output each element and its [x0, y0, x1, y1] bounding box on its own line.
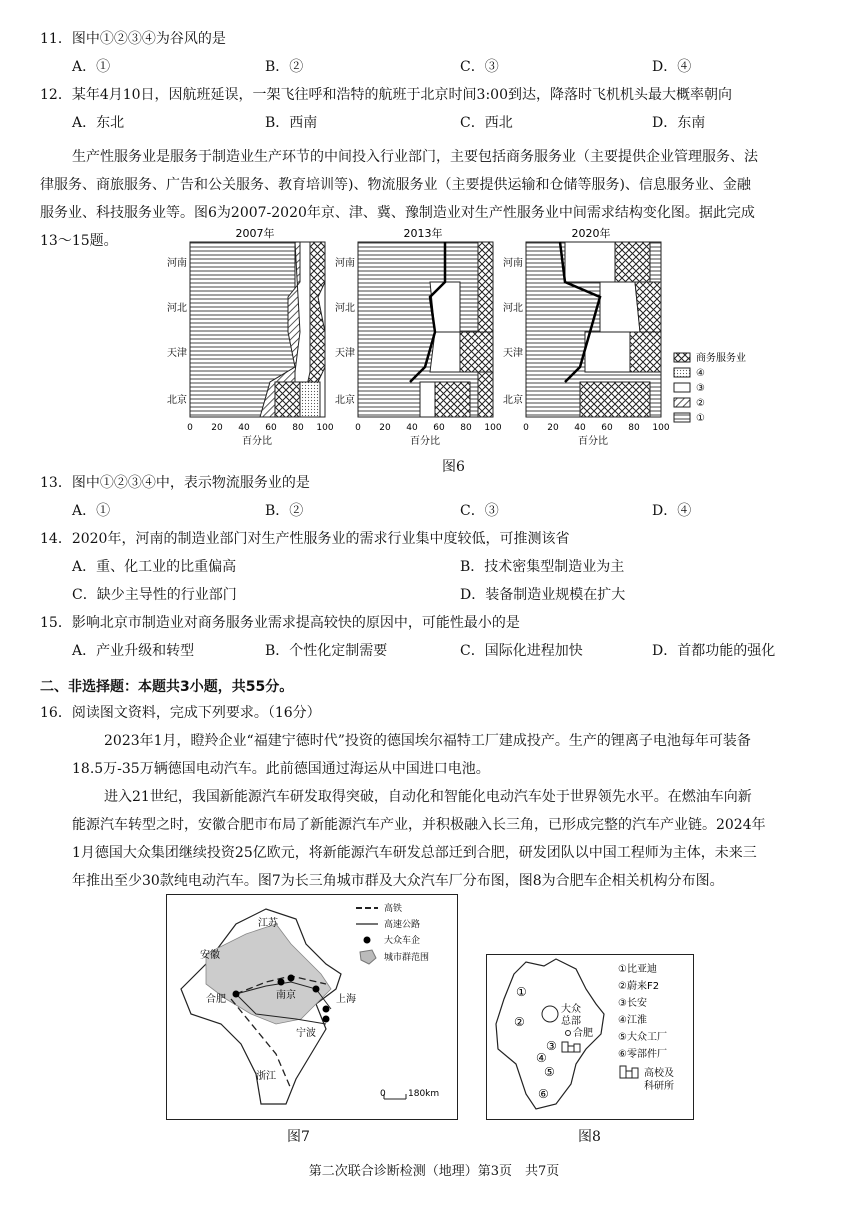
region-label: 天津 — [167, 348, 187, 359]
q14-option-b: B．技术密集型制造业为主 — [460, 559, 625, 575]
q12-option-a: A．东北 — [72, 115, 125, 131]
q11-stem: 11．图中①②③④为谷风的是 — [40, 31, 226, 47]
q14-option-c: C．缺少主导性的行业部门 — [72, 587, 237, 603]
panel-title-2013: 2013年 — [403, 227, 443, 240]
legend-label: ② — [696, 398, 705, 409]
figure-6-chart — [160, 222, 800, 452]
marker-6: ⑥ — [538, 1087, 549, 1101]
panel-title-2007: 2007年 — [235, 227, 275, 240]
q12-option-b: B．西南 — [265, 115, 318, 131]
q15-option-c: C．国际化进程加快 — [460, 643, 583, 659]
passage1-line2: 律服务、商旅服务、广告和公关服务、教育培训等)、物流服务业（主要提供运输和仓储等服务)、信息服务业、金融 — [40, 177, 751, 193]
scale-distance: 180km — [408, 1089, 440, 1099]
legend-label: ① — [696, 413, 705, 424]
marker-5: ⑤ — [544, 1065, 555, 1079]
tick-label: 0 — [523, 423, 529, 433]
legend-label: 高铁 — [384, 904, 403, 914]
map-label-jiangsu: 江苏 — [258, 918, 278, 929]
map-label-zhejiang: 浙江 — [256, 1071, 276, 1082]
legend-label: 商务服务业 — [696, 353, 746, 364]
map-label-hefei: 合肥 — [206, 994, 226, 1005]
region-label: 河南 — [167, 258, 187, 269]
region-label: 河北 — [503, 303, 523, 314]
tick-label: 0 — [187, 423, 193, 433]
legend-label: 大众车企 — [384, 936, 421, 946]
q16-p2-line4: 年推出至少30款纯电动汽车。图7为长三角城市群及大众汽车厂分布图，图8为合肥车企相关机构分布图。 — [72, 873, 724, 889]
figure-8-caption: 图8 — [578, 1129, 601, 1145]
tick-label: 80 — [292, 423, 304, 433]
x-axis-label: 百分比 — [242, 436, 272, 447]
figure-8-map — [486, 954, 694, 1120]
q16-stem: 16．阅读图文资料，完成下列要求。（16分） — [40, 705, 321, 721]
page-footer: 第二次联合诊断检测（地理）第3页 共7页 — [308, 1164, 560, 1179]
q14-stem: 14．2020年，河南的制造业部门对生产性服务业的需求行业集中度较低，可推测该省 — [40, 531, 570, 547]
region-label: 河北 — [167, 303, 187, 314]
region-label: 天津 — [335, 348, 355, 359]
q16-p1-line2: 18.5万-35万辆德国电动汽车。此前德国通过海运从中国进口电池。 — [72, 761, 490, 777]
q15-option-a: A．产业升级和转型 — [72, 643, 195, 659]
vw-hq-label-1: 大众 — [561, 1004, 581, 1015]
legend-label: ④江淮 — [618, 1015, 647, 1026]
hefei-label: 合肥 — [573, 1028, 593, 1039]
region-label: 北京 — [167, 395, 187, 406]
q13-option-c: C．③ — [460, 503, 499, 519]
passage1-line3: 服务业、科技服务业等。图6为2007-2020年京、津、冀、豫制造业对生产性服务业中间需求结构变化图。据此完成 — [40, 205, 755, 221]
panel-2007 — [190, 242, 325, 417]
q12-option-c: C．西北 — [460, 115, 513, 131]
vw-plant-marker — [313, 986, 320, 993]
q16-p2-line1: 进入21世纪，我国新能源汽车研发取得突破，自动化和智能化电动汽车处于世界领先水平。在燃油车向新 — [104, 789, 752, 805]
region-label: 天津 — [503, 348, 523, 359]
q11-option-a: A．① — [72, 59, 111, 75]
region-label: 北京 — [335, 395, 355, 406]
q11-option-b: B．② — [265, 59, 304, 75]
marker-3: ③ — [546, 1039, 557, 1053]
tick-label: 100 — [484, 423, 502, 433]
figure-6-caption: 图6 — [442, 459, 465, 475]
tick-label: 60 — [265, 423, 277, 433]
marker-1: ① — [516, 985, 527, 999]
q13-option-a: A．① — [72, 503, 111, 519]
legend-label: ④ — [696, 368, 705, 379]
tick-label: 20 — [379, 423, 391, 433]
q15-stem: 15．影响北京市制造业对商务服务业需求提高较快的原因中，可能性最小的是 — [40, 615, 520, 631]
region-label: 河北 — [335, 303, 355, 314]
scale-zero: 0 — [380, 1089, 386, 1099]
tick-label: 40 — [406, 423, 418, 433]
x-axis-label: 百分比 — [410, 436, 440, 447]
map-label-nanjing: 南京 — [276, 990, 296, 1001]
figure-7-caption: 图7 — [287, 1129, 310, 1145]
vw-plant-marker — [278, 979, 285, 986]
vw-plant-marker — [233, 991, 240, 998]
passage1-line4: 13～15题。 — [40, 233, 118, 249]
tick-label: 60 — [433, 423, 445, 433]
section-heading: 二、非选择题：本题共3小题，共55分。 — [40, 679, 294, 695]
vw-plant-marker — [323, 1006, 330, 1013]
vw-plant-marker — [323, 1016, 330, 1023]
tick-label: 80 — [460, 423, 472, 433]
passage1-line1: 生产性服务业是服务于制造业生产环节的中间投入行业部门，主要包括商务服务业（主要提供企业管理服务、法 — [72, 149, 758, 165]
x-axis-label: 百分比 — [578, 436, 608, 447]
legend-label: 科研所 — [644, 1081, 674, 1092]
q16-p2-line2: 能源汽车转型之时，安徽合肥市布局了新能源汽车产业，并积极融入长三角，已形成完整的汽车产业链。2024年 — [72, 817, 766, 833]
q14-option-d: D．装备制造业规模在扩大 — [460, 587, 626, 603]
map-label-anhui: 安徽 — [200, 950, 220, 961]
q15-option-b: B．个性化定制需要 — [265, 643, 388, 659]
panel-2020 — [526, 242, 661, 417]
q14-option-a: A．重、化工业的比重偏高 — [72, 559, 237, 575]
tick-label: 100 — [652, 423, 670, 433]
map-label-shanghai: 上海 — [336, 994, 356, 1005]
legend-label: ①比亚迪 — [618, 964, 657, 975]
tick-label: 20 — [547, 423, 559, 433]
figure-7-map — [166, 894, 458, 1120]
q13-option-d: D．④ — [652, 503, 692, 519]
q16-p2-line3: 1月德国大众集团继续投资25亿欧元，将新能源汽车研发总部迁到合肥，研发团队以中国工程师为主体，未来三 — [72, 845, 757, 861]
legend-label: ⑤大众工厂 — [618, 1032, 667, 1043]
legend-label: ②蔚来F2 — [618, 981, 660, 992]
q15-option-d: D．首都功能的强化 — [652, 643, 776, 659]
vw-hq-icon — [542, 1006, 558, 1022]
q12-stem: 12．某年4月10日，因航班延误，一架飞往呼和浩特的航班于北京时间3:00到达，降落时飞机机头最大概率朝向 — [40, 87, 732, 103]
panel-title-2020: 2020年 — [571, 227, 611, 240]
q11-option-c: C．③ — [460, 59, 499, 75]
legend-label: ⑥零部件厂 — [618, 1049, 667, 1060]
tick-label: 20 — [211, 423, 223, 433]
q11-option-d: D．④ — [652, 59, 692, 75]
region-label: 河南 — [503, 258, 523, 269]
tick-label: 40 — [574, 423, 586, 433]
marker-4: ④ — [536, 1051, 547, 1065]
q13-option-b: B．② — [265, 503, 304, 519]
q16-p1-line1: 2023年1月，瞪羚企业“福建宁德时代”投资的德国埃尔福特工厂建成投产。生产的锂离子电池每年可装备 — [104, 733, 751, 749]
region-label: 河南 — [335, 258, 355, 269]
tick-label: 100 — [316, 423, 334, 433]
tick-label: 40 — [238, 423, 250, 433]
marker-2: ② — [514, 1015, 525, 1029]
q12-option-d: D．东南 — [652, 115, 706, 131]
q13-stem: 13．图中①②③④中，表示物流服务业的是 — [40, 475, 310, 491]
legend-label: 高速公路 — [384, 920, 421, 930]
legend-label: 高校及 — [644, 1068, 674, 1079]
panel-2013 — [358, 242, 493, 417]
tick-label: 0 — [355, 423, 361, 433]
vw-plant-marker — [288, 975, 295, 982]
legend-label: ③长安 — [618, 998, 647, 1009]
vw-hq-label-2: 总部 — [561, 1016, 581, 1027]
legend-label: ③ — [696, 383, 705, 394]
city-center-icon — [566, 1031, 571, 1036]
map-label-ningbo: 宁波 — [296, 1028, 316, 1039]
fig6-legend — [674, 351, 746, 424]
legend-label: 城市群范围 — [384, 953, 430, 963]
tick-label: 60 — [601, 423, 613, 433]
tick-label: 80 — [628, 423, 640, 433]
region-label: 北京 — [503, 395, 523, 406]
